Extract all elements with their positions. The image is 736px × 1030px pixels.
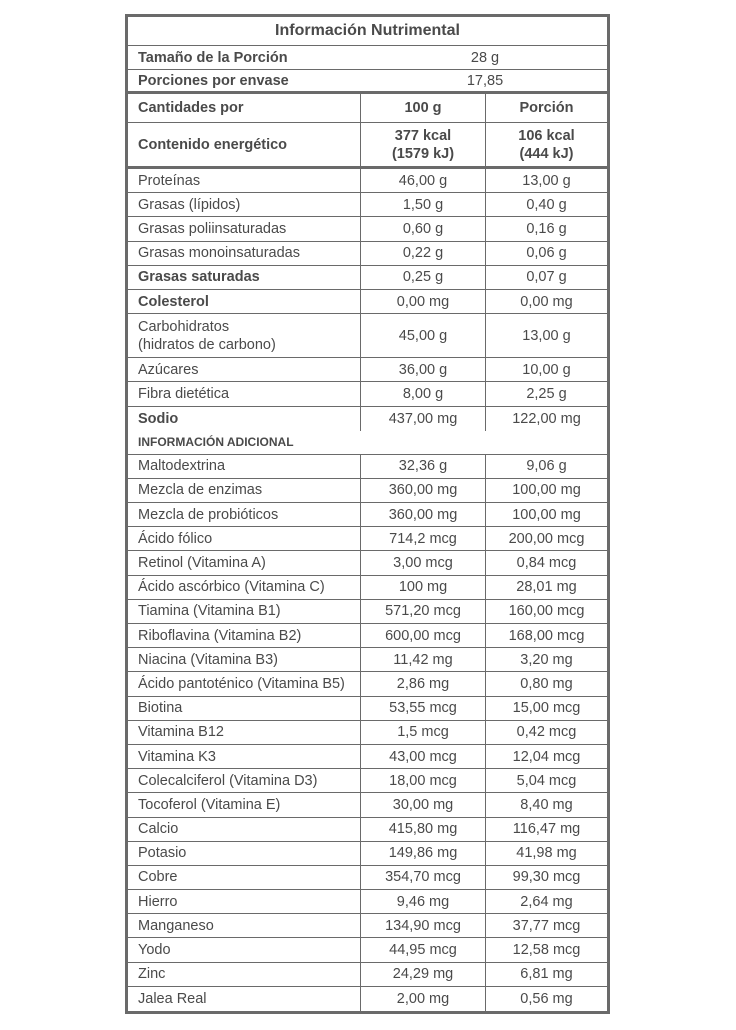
per-portion-value: 12,04 mcg (485, 745, 607, 768)
per-portion-value: 0,56 mg (485, 987, 607, 1011)
per-portion-value: 200,00 mcg (485, 527, 607, 550)
nutrient-name: Grasas monoinsaturadas (138, 245, 300, 262)
nutrient-name: Mezcla de enzimas (138, 482, 263, 499)
table-row (128, 697, 607, 721)
additional-info-heading: INFORMACIÓN ADICIONAL (128, 431, 607, 455)
nutrient-name: Niacina (Vitamina B3) (138, 651, 278, 668)
table-row (128, 866, 607, 890)
table-row (128, 745, 607, 769)
energy-label: Contenido energético (138, 136, 288, 153)
table-row (128, 769, 607, 793)
table-row (128, 407, 607, 431)
nutrient-name: Tocoferol (Vitamina E) (138, 796, 281, 813)
nutrient-name (128, 314, 360, 357)
nutrient-name: Fibra dietética (138, 385, 230, 402)
nutrient-name: Azúcares (138, 361, 199, 378)
nutrients-list (128, 169, 607, 431)
table-row (128, 290, 607, 314)
per-100g-value: 149,86 mg (360, 842, 485, 865)
per-portion-value: 6,81 mg (485, 963, 607, 986)
per-portion-value: 99,30 mcg (485, 866, 607, 889)
serving-size-label: Tamaño de la Porción (138, 49, 288, 66)
per-100g-value: 30,00 mg (360, 793, 485, 816)
per-100g-value: 32,36 g (360, 455, 485, 478)
per-100g-value: 45,00 g (360, 314, 485, 357)
nutrient-name: Potasio (138, 845, 187, 862)
servings-per-container-label: Porciones por envase (138, 72, 289, 89)
per-100g-value: 354,70 mcg (360, 866, 485, 889)
per-100g-value: 1,50 g (360, 193, 485, 216)
servings-per-container-value: 17,85 (466, 72, 504, 89)
table-row (128, 266, 607, 290)
per-100g-value: 437,00 mg (360, 407, 485, 431)
nutrient-name: Mezcla de probióticos (138, 506, 279, 523)
per-100g-value: 3,00 mcg (360, 551, 485, 574)
table-row (128, 938, 607, 962)
per-100g-value: 53,55 mcg (360, 697, 485, 720)
per-100g-value: 18,00 mcg (360, 769, 485, 792)
per-100g-value: 8,00 g (360, 382, 485, 405)
servings-per-container-row (128, 70, 607, 94)
per-portion-value: 13,00 g (485, 314, 607, 357)
table-row (128, 527, 607, 551)
table-row (128, 721, 607, 745)
table-row (128, 963, 607, 987)
per-100g-value: 0,60 g (360, 217, 485, 240)
per-100g-value: 415,80 mg (360, 818, 485, 841)
nutrient-name: Retinol (Vitamina A) (138, 555, 266, 572)
nutrient-name: Colesterol (138, 293, 209, 310)
nutrient-name: Hierro (138, 893, 178, 910)
table-row (128, 818, 607, 842)
per-100g-value: 134,90 mcg (360, 914, 485, 937)
nutrient-name: Sodio (138, 410, 179, 427)
nutrient-name: Biotina (138, 700, 183, 717)
per-100g-value: 9,46 mg (360, 890, 485, 913)
table-row (128, 672, 607, 696)
per-portion-value: 0,84 mcg (485, 551, 607, 574)
per-100g-value: 100 mg (360, 576, 485, 599)
per-portion-value: 12,58 mcg (485, 938, 607, 961)
per-portion-value: 122,00 mg (485, 407, 607, 431)
additional-nutrients-list (128, 455, 607, 1011)
table-row (128, 890, 607, 914)
per-portion-value: 3,20 mg (485, 648, 607, 671)
per-portion-value: 0,07 g (485, 266, 607, 289)
per-100g-value: 0,25 g (360, 266, 485, 289)
per-portion-header: Porción (485, 94, 607, 122)
per-portion-value: 15,00 mcg (485, 697, 607, 720)
per-portion-value: 9,06 g (485, 455, 607, 478)
nutrient-name-line1: Carbohidratos (138, 318, 230, 335)
column-header-row (128, 94, 607, 123)
per-100g-value: 600,00 mcg (360, 624, 485, 647)
energy-per-portion-kj: (444 kJ) (519, 145, 574, 162)
per-portion-value: 37,77 mcg (485, 914, 607, 937)
table-row (128, 793, 607, 817)
per-portion-value: 2,25 g (485, 382, 607, 405)
serving-size-value: 28 g (470, 49, 500, 66)
per-100g-value: 24,29 mg (360, 963, 485, 986)
nutrient-name: Riboflavina (Vitamina B2) (138, 627, 302, 644)
per-portion-value: 28,01 mg (485, 576, 607, 599)
per-portion-value: 41,98 mg (485, 842, 607, 865)
per-portion-value: 168,00 mcg (485, 624, 607, 647)
per-portion-value: 0,40 g (485, 193, 607, 216)
nutrient-name: Vitamina B12 (138, 724, 224, 741)
per-portion-value: 160,00 mcg (485, 600, 607, 623)
energy-per-portion (485, 123, 607, 166)
per-100g-value: 2,86 mg (360, 672, 485, 695)
per-100g-value: 44,95 mcg (360, 938, 485, 961)
serving-size-row (128, 46, 607, 70)
table-row (128, 479, 607, 503)
table-row (128, 358, 607, 382)
per-portion-value: 0,00 mg (485, 290, 607, 313)
nutrient-name: Ácido fólico (138, 530, 213, 547)
nutrient-name: Ácido ascórbico (Vitamina C) (138, 579, 325, 596)
table-row (128, 648, 607, 672)
per-100g-value: 1,5 mcg (360, 721, 485, 744)
per-portion-value: 116,47 mg (485, 818, 607, 841)
per-100g-value: 11,42 mg (360, 648, 485, 671)
table-row (128, 842, 607, 866)
energy-per-portion-kcal: 106 kcal (518, 127, 575, 144)
per-100g-value: 2,00 mg (360, 987, 485, 1011)
table-row (128, 600, 607, 624)
nutrient-name: Jalea Real (138, 990, 207, 1007)
per-100g-value: 0,00 mg (360, 290, 485, 313)
nutrient-name: Yodo (138, 942, 171, 959)
nutrient-name-line2: (hidratos de carbono) (138, 336, 276, 353)
nutrient-name: Grasas saturadas (138, 269, 260, 286)
nutrient-name: Colecalciferol (Vitamina D3) (138, 772, 318, 789)
nutrient-name: Grasas (lípidos) (138, 196, 241, 213)
per-100g-value: 0,22 g (360, 242, 485, 265)
amounts-per-label: Cantidades por (138, 100, 244, 116)
per-100g-value: 46,00 g (360, 169, 485, 192)
per-portion-value: 0,80 mg (485, 672, 607, 695)
per-100g-value: 571,20 mcg (360, 600, 485, 623)
nutrient-name: Manganeso (138, 917, 214, 934)
table-row (128, 217, 607, 241)
nutrient-name: Vitamina K3 (138, 748, 216, 765)
energy-row (128, 123, 607, 169)
energy-per-100g (360, 123, 485, 166)
nutrient-name: Zinc (138, 966, 166, 983)
nutrient-name: Ácido pantoténico (Vitamina B5) (138, 675, 345, 692)
energy-per-100g-kj: (1579 kJ) (391, 145, 455, 162)
table-row (128, 624, 607, 648)
table-row (128, 193, 607, 217)
per-portion-value: 8,40 mg (485, 793, 607, 816)
per-100g-value: 360,00 mg (360, 479, 485, 502)
per-portion-value: 13,00 g (485, 169, 607, 192)
nutrient-name: Maltodextrina (138, 458, 226, 475)
nutrient-name: Grasas poliinsaturadas (138, 220, 287, 237)
table-row (128, 169, 607, 193)
per-portion-value: 0,16 g (485, 217, 607, 240)
energy-per-100g-kcal: 377 kcal (394, 127, 452, 144)
per-100g-header: 100 g (360, 94, 485, 122)
nutrition-facts-table (125, 14, 610, 1014)
per-portion-value: 0,42 mcg (485, 721, 607, 744)
per-portion-value: 100,00 mg (485, 503, 607, 526)
table-row (128, 314, 607, 358)
table-row (128, 455, 607, 479)
table-row (128, 503, 607, 527)
per-portion-value: 2,64 mg (485, 890, 607, 913)
table-row (128, 242, 607, 266)
nutrient-name: Calcio (138, 821, 179, 838)
per-100g-value: 360,00 mg (360, 503, 485, 526)
table-row (128, 914, 607, 938)
per-100g-value: 714,2 mcg (360, 527, 485, 550)
table-row (128, 551, 607, 575)
per-portion-value: 10,00 g (485, 358, 607, 381)
nutrient-name: Proteínas (138, 172, 201, 189)
per-portion-value: 0,06 g (485, 242, 607, 265)
table-row (128, 987, 607, 1011)
table-row (128, 382, 607, 406)
table-title: Información Nutrimental (128, 17, 607, 46)
per-portion-value: 5,04 mcg (485, 769, 607, 792)
table-row (128, 576, 607, 600)
per-100g-value: 36,00 g (360, 358, 485, 381)
nutrient-name: Cobre (138, 869, 178, 886)
per-100g-value: 43,00 mcg (360, 745, 485, 768)
per-portion-value: 100,00 mg (485, 479, 607, 502)
nutrient-name: Tiamina (Vitamina B1) (138, 603, 281, 620)
